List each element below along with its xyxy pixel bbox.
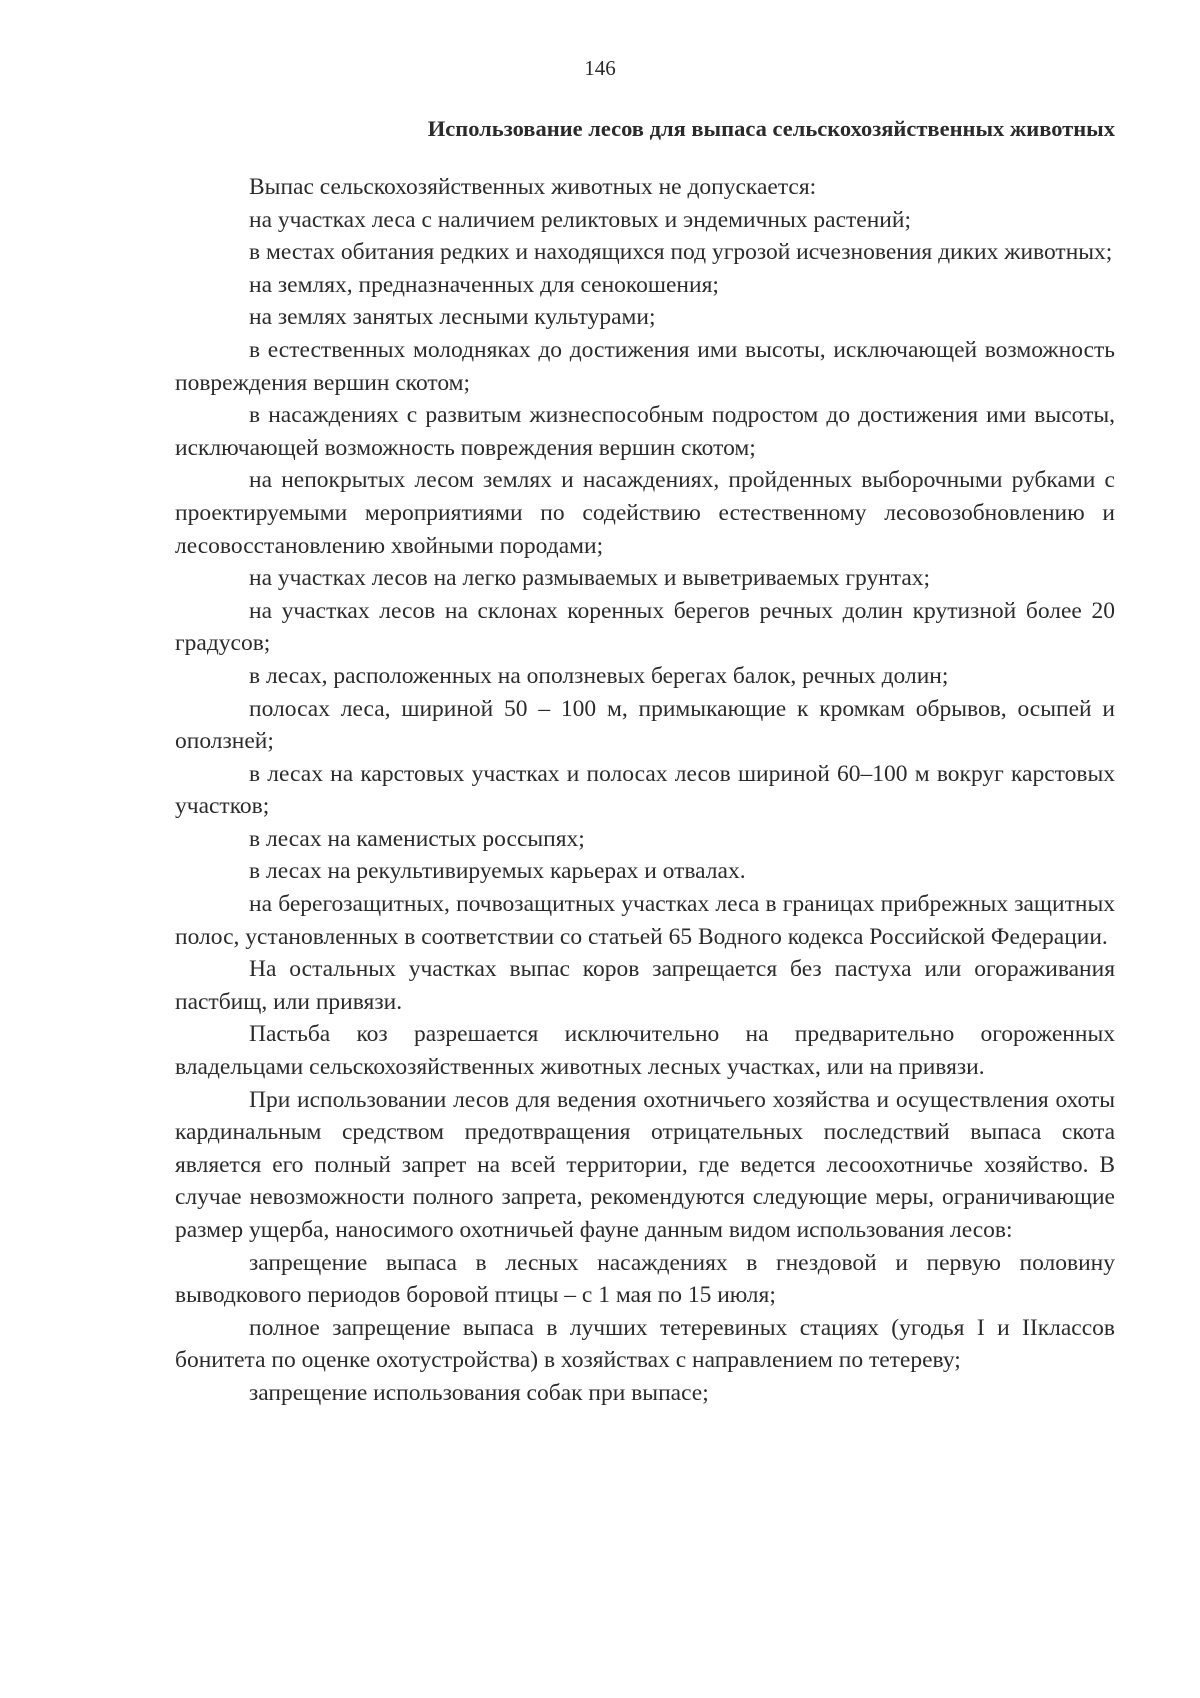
paragraph: в естественных молодняках до достижения ими высоты, исключающей возможность повреждения вершин скотом; — [175, 336, 1115, 396]
paragraph: на землях занятых лесными культурами; — [249, 304, 656, 331]
paragraph: На остальных участках выпас коров запрещается без пастуха или огораживания пастбищ, или привязи. — [175, 956, 1115, 1015]
paragraph: в лесах на карстовых участках и полосах лесов шириной 60–100 м вокруг карстовых участков; — [175, 760, 1115, 820]
paragraph: в лесах на рекультивируемых карьерах и отвалах. — [249, 858, 746, 885]
body-text — [175, 171, 1115, 1410]
paragraph: запрещение выпаса в лесных насаждениях в гнездовой и первую половину выводкового периодов боровой птицы – с 1 мая по 15 июля; — [175, 1249, 1115, 1309]
paragraph: в местах обитания редких и находящихся под угрозой исчезновения диких животных; — [249, 239, 1113, 266]
paragraph: запрещение использования собак при выпасе; — [249, 1379, 709, 1406]
paragraph: на участках леса с наличием реликтовых и эндемичных растений; — [249, 206, 911, 233]
paragraph: полосах леса, шириной 50 – 100 м, примыкающие к кромкам обрывов, осыпей и оползней; — [175, 695, 1115, 755]
paragraph: на землях, предназначенных для сенокошения; — [249, 271, 719, 298]
paragraph: на участках лесов на склонах коренных берегов речных долин крутизной более 20 градусов; — [175, 597, 1115, 657]
paragraph: в насаждениях с развитым жизнеспособным подростом до достижения ими высоты, исключающей возможность повреждения вершин скотом; — [175, 402, 1115, 461]
page-number: 146 — [584, 56, 616, 80]
paragraph: При использовании лесов для ведения охотничьего хозяйства и осуществления охоты кардинальным средством предотвращения отрицательных последствий выпаса скота является его полный запрет на всей территории, где ведется лесоохотничье хозяйство. В случае невозможности полного запрета, рекомендуются следующие меры, ограничивающие размер ущерба, наносимого охотничьей фауне данным видом использования лесов: — [175, 1086, 1115, 1243]
section-title: Использование лесов для выпаса сельскохозяйственных животных — [427, 116, 1115, 141]
paragraph: Выпас сельскохозяйственных животных не допускается: — [249, 174, 817, 200]
paragraph: полное запрещение выпаса в лучших тетеревиных стациях (угодья I и IIклассов бонитета по оценке охотустройства) в хозяйствах с направлением по тетереву; — [175, 1314, 1115, 1374]
paragraph: на участках лесов на легко размываемых и выветриваемых грунтах; — [249, 565, 931, 592]
paragraph: на непокрытых лесом землях и насаждениях, пройденных выборочными рубками с проектируемыми мероприятиями по содействию естественному лесовозобновлению и лесовосстановлению хвойными породами; — [175, 467, 1115, 559]
paragraph: на берегозащитных, почвозащитных участках леса в границах прибрежных защитных полос, установленных в соответствии со статьей 65 Водного кодекса Российской Федерации. — [175, 891, 1115, 950]
paragraph: Пастьба коз разрешается исключительно на предварительно огороженных владельцами сельскохозяйственных животных лесных участках, или на привязи. — [175, 1021, 1115, 1081]
paragraph: в лесах на каменистых россыпях; — [249, 825, 585, 852]
paragraph: в лесах, расположенных на оползневых берегах балок, речных долин; — [249, 662, 949, 689]
